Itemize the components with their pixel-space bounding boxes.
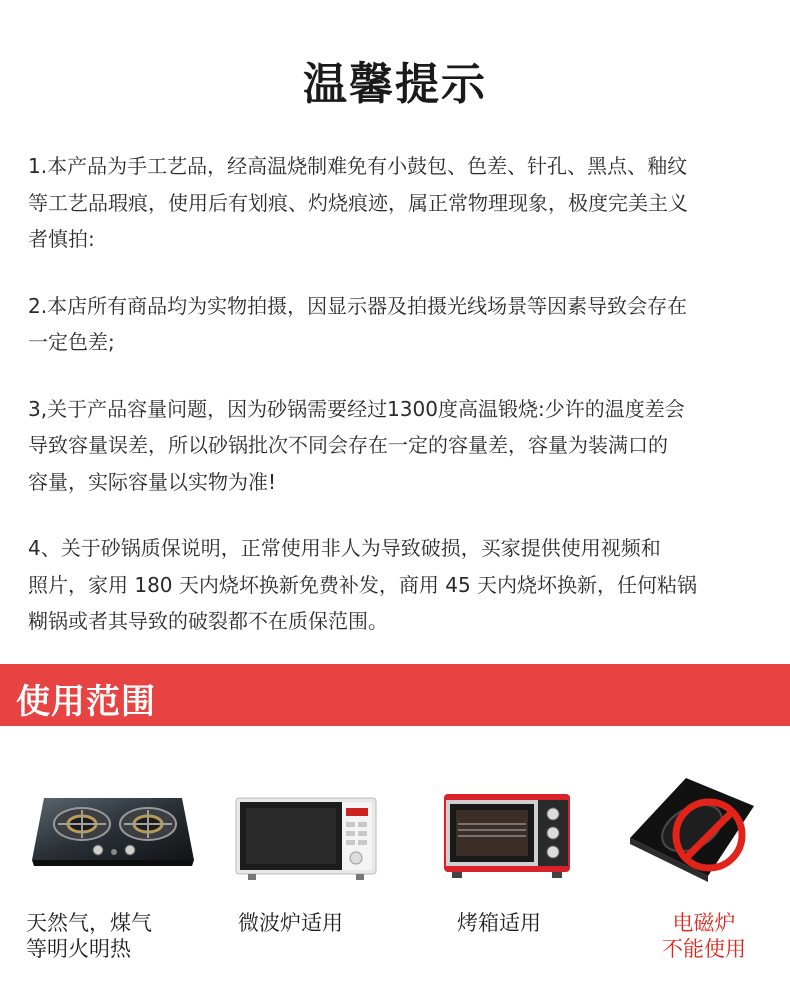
- page-title: 温馨提示: [303, 59, 487, 110]
- product-caption: 天然气，煤气 等明火明热: [26, 911, 152, 961]
- banner-title: 使用范围: [16, 682, 156, 722]
- notes-list: [28, 148, 763, 670]
- oven-icon: [442, 792, 572, 884]
- prohibited-icon: [670, 796, 748, 874]
- microwave-icon: [234, 796, 378, 884]
- note-item: 4、关于砂锅质保说明，正常使用非人为导致破损，买家提供使用视频和 照片，家用 180 天内烧坏换新免费补发，商用 45 天内烧坏换新，任何粘锅 糊锅或者其导致的破裂都不在质保范围。: [28, 536, 698, 633]
- note-item: 2.本店所有商品均为实物拍摄，因显示器及拍摄光线场景等因素导致会存在 一定色差;: [28, 293, 688, 354]
- product-caption: 烤箱适用: [457, 911, 541, 935]
- note-item: 3,关于产品容量问题，因为砂锅需要经过1300度高温锻烧:少许的温度差会 导致容量误差，所以砂锅批次不同会存在一定的容量差，容量为装满口的 容量，实际容量以实物为准!: [28, 396, 685, 494]
- product-caption-warning: 电磁炉 不能使用: [662, 911, 746, 961]
- gas-stove-icon: [30, 790, 196, 880]
- note-item: 1.本产品为手工艺品，经高温烧制难免有小鼓包、色差、针孔、黑点、釉纹 等工艺品瑕痕，使用后有划痕、灼烧痕迹，属正常物理现象，极度完美主义 者慎拍:: [28, 154, 688, 251]
- induction-cooker-icon: [626, 772, 760, 890]
- usage-banner: [0, 664, 790, 726]
- product-caption: 微波炉适用: [238, 911, 343, 935]
